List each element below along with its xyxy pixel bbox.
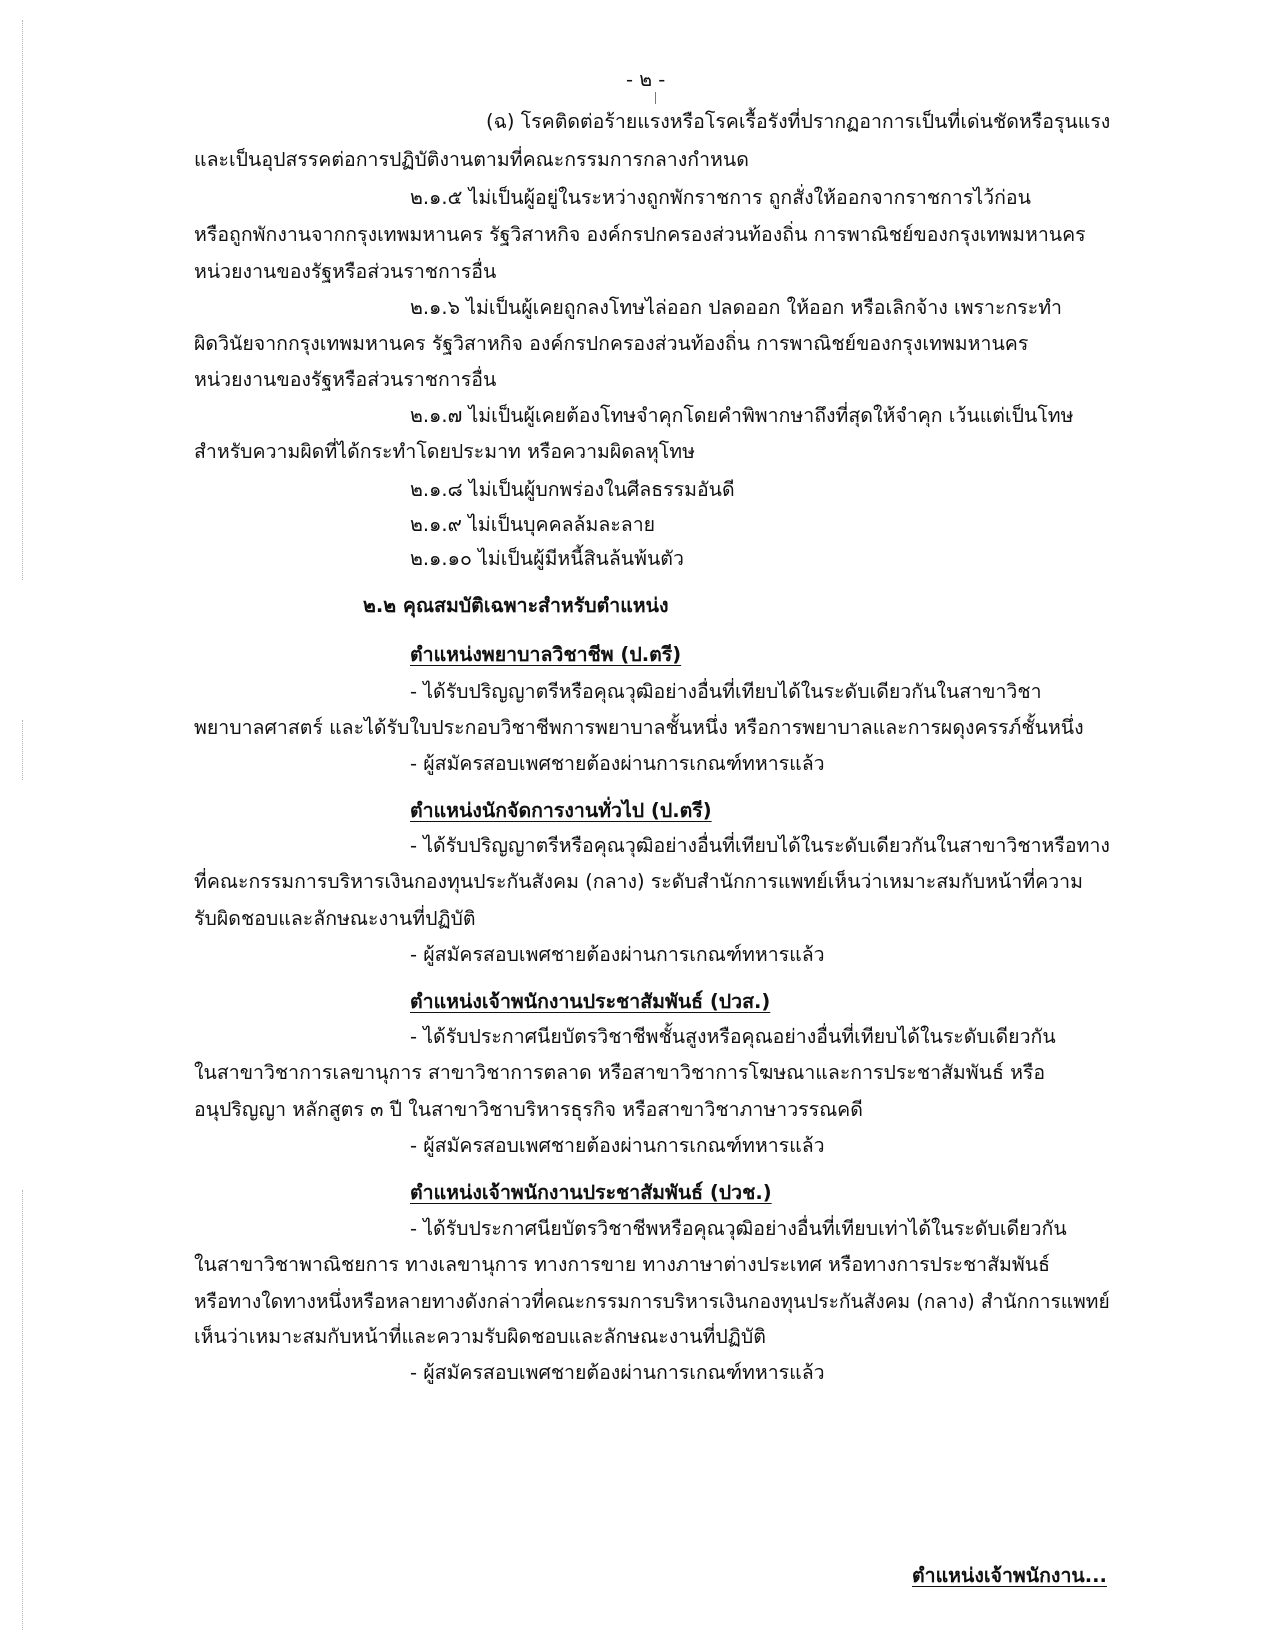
scan-edge-dots [22,20,25,580]
text-line: สำหรับความผิดที่ได้กระทำโดยประมาท หรือความผิดลหุโทษ [194,440,695,463]
text-line: อนุปริญญา หลักสูตร ๓ ปี ในสาขาวิชาบริหารธุรกิจ หรือสาขาวิชาภาษาวรรณคดี [194,1098,863,1121]
text-line: - ได้รับประกาศนียบัตรวิชาชีพชั้นสูงหรือคุณอย่างอื่นที่เทียบได้ในระดับเดียวกัน [410,1025,1056,1048]
scan-edge-dots [22,1190,25,1630]
text-line: - ผู้สมัครสอบเพศชายต้องผ่านการเกณฑ์ทหารแล้ว [410,752,825,775]
position-heading: ตำแหน่งนักจัดการงานทั่วไป (ป.ตรี) [410,799,712,822]
text-line: ในสาขาวิชาการเลขานุการ สาขาวิชาการตลาด หรือสาขาวิชาการโฆษณาและการประชาสัมพันธ์ หรือ [194,1061,1046,1084]
scan-edge-dots [22,720,25,780]
text-line: - ผู้สมัครสอบเพศชายต้องผ่านการเกณฑ์ทหารแล้ว [410,943,825,966]
text-line: - ได้รับปริญญาตรีหรือคุณวุฒิอย่างอื่นที่เทียบได้ในระดับเดียวกันในสาขาวิชา [410,680,1042,703]
text-line: (ฉ) โรคติดต่อร้ายแรงหรือโรคเรื้อรังที่ปรากฏอาการเป็นที่เด่นชัดหรือรุนแรง [486,110,1111,133]
text-line: ๒.๑.๑๐ ไม่เป็นผู้มีหนี้สินล้นพ้นตัว [410,547,684,570]
position-heading: ตำแหน่งเจ้าพนักงานประชาสัมพันธ์ (ปวส.) [410,990,771,1013]
continuation-heading: ตำแหน่งเจ้าพนักงาน... [912,1564,1107,1587]
section-heading: ๒.๒ คุณสมบัติเฉพาะสำหรับตำแหน่ง [363,594,669,617]
text-line: และเป็นอุปสรรคต่อการปฏิบัติงานตามที่คณะกรรมการกลางกำหนด [194,148,749,171]
text-line: เห็นว่าเหมาะสมกับหน้าที่และความรับผิดชอบและลักษณะงานที่ปฏิบัติ [194,1325,766,1348]
text-line: - ได้รับปริญญาตรีหรือคุณวุฒิอย่างอื่นที่เทียบได้ในระดับเดียวกันในสาขาวิชาหรือทาง [410,834,1110,857]
position-heading: ตำแหน่งเจ้าพนักงานประชาสัมพันธ์ (ปวช.) [410,1181,772,1204]
text-line: - ผู้สมัครสอบเพศชายต้องผ่านการเกณฑ์ทหารแล้ว [410,1361,825,1384]
text-line: รับผิดชอบและลักษณะงานที่ปฏิบัติ [194,907,476,930]
page-number: - ๒ - [626,68,666,91]
text-line: พยาบาลศาสตร์ และได้รับใบประกอบวิชาชีพการพยาบาลชั้นหนึ่ง หรือการพยาบาลและการผดุงครรภ์ชั้นหนึ่ง [194,716,1084,739]
text-line: ที่คณะกรรมการบริหารเงินกองทุนประกันสังคม (กลาง) ระดับสำนักการแพทย์เห็นว่าเหมาะสมกับหน้าที่ความ [194,870,1083,893]
text-line: ๒.๑.๘ ไม่เป็นผู้บกพร่องในศีลธรรมอันดี [410,478,735,501]
text-line: ผิดวินัยจากกรุงเทพมหานคร รัฐวิสาหกิจ องค์กรปกครองส่วนท้องถิ่น การพาณิชย์ของกรุงเทพมหานคร [194,332,1029,355]
text-line: ๒.๑.๗ ไม่เป็นผู้เคยต้องโทษจำคุกโดยคำพิพากษาถึงที่สุดให้จำคุก เว้นแต่เป็นโทษ [410,404,1074,427]
text-line: ๒.๑.๖ ไม่เป็นผู้เคยถูกลงโทษไล่ออก ปลดออก ให้ออก หรือเลิกจ้าง เพราะกระทำ [410,296,1063,319]
text-line: ในสาขาวิชาพาณิชยการ ทางเลขานุการ ทางการขาย ทางภาษาต่างประเทศ หรือทางการประชาสัมพันธ์ [194,1253,1050,1276]
text-line: - ผู้สมัครสอบเพศชายต้องผ่านการเกณฑ์ทหารแล้ว [410,1134,825,1157]
text-line: ๒.๑.๕ ไม่เป็นผู้อยู่ในระหว่างถูกพักราชการ ถูกสั่งให้ออกจากราชการไว้ก่อน [410,186,1031,209]
text-line: หรือทางใดทางหนึ่งหรือหลายทางดังกล่าวที่คณะกรรมการบริหารเงินกองทุนประกันสังคม (กลาง) สำนักการแพทย์ [194,1290,1110,1313]
text-line: หน่วยงานของรัฐหรือส่วนราชการอื่น [194,368,497,391]
text-line: หรือถูกพักงานจากกรุงเทพมหานคร รัฐวิสาหกิจ องค์กรปกครองส่วนท้องถิ่น การพาณิชย์ของกรุงเทพมหานคร [194,223,1086,246]
text-line: - ได้รับประกาศนียบัตรวิชาชีพหรือคุณวุฒิอย่างอื่นที่เทียบเท่าได้ในระดับเดียวกัน [410,1217,1067,1240]
text-line: หน่วยงานของรัฐหรือส่วนราชการอื่น [194,260,497,283]
text-line: ๒.๑.๙ ไม่เป็นบุคคลล้มละลาย [410,513,656,536]
position-heading: ตำแหน่งพยาบาลวิชาชีพ (ป.ตรี) [410,643,682,666]
